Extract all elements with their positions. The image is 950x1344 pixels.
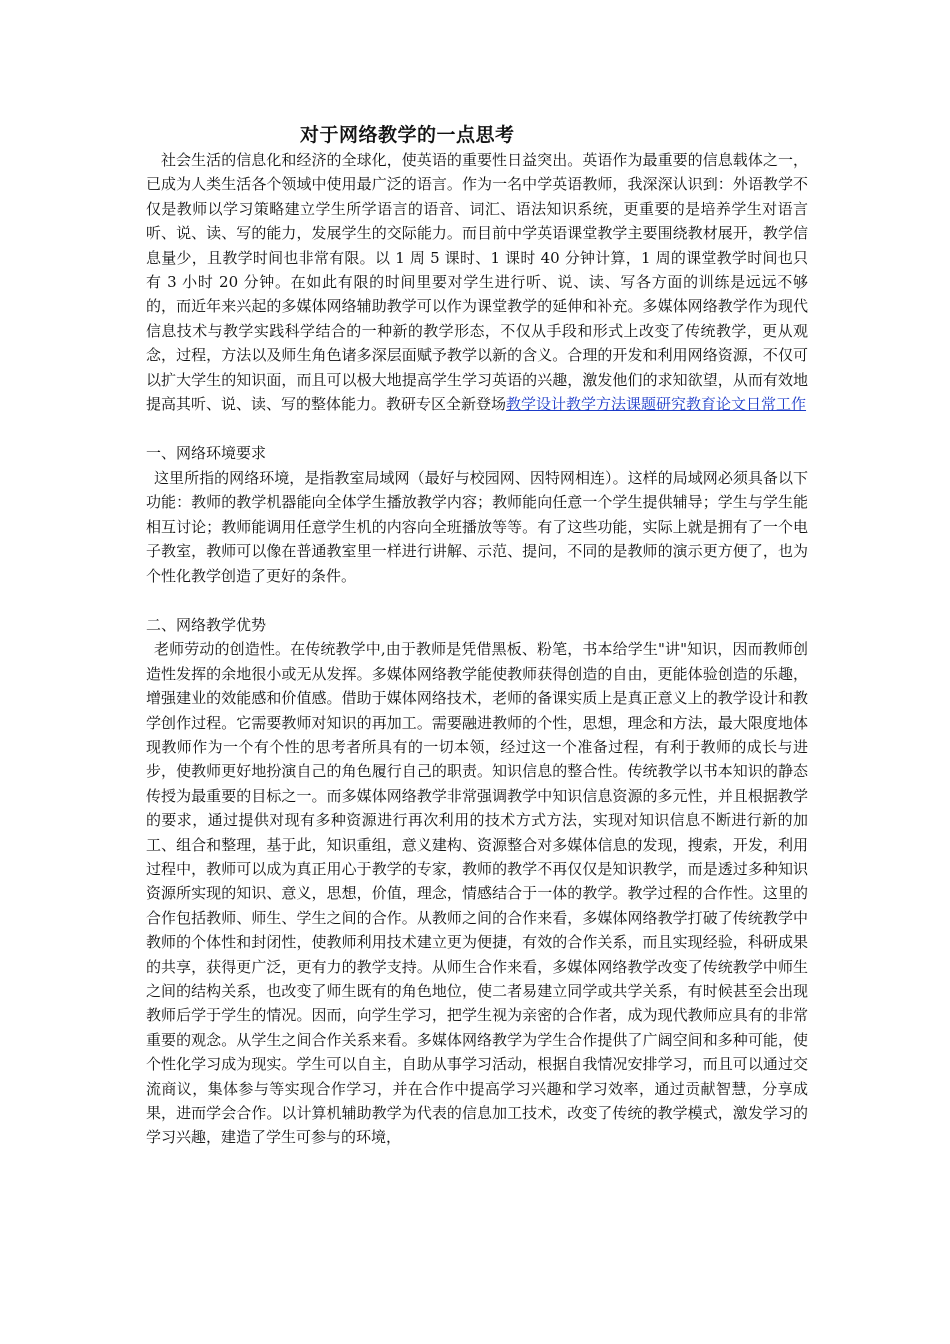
intro-paragraph bbox=[146, 148, 808, 416]
document-page bbox=[146, 122, 808, 1150]
topic-links[interactable]: 教学设计教学方法课题研究教育论文日常工作 bbox=[506, 395, 807, 414]
section-paragraph-network-advantages: 老师劳动的创造性。在传统教学中,由于教师是凭借黑板、粉笔，书本给学生"讲"知识，因而教师创造性发挥的余地很小或无从发挥。多媒体网络教学能使教师获得创造的自由，更能体验创造的乐趣，增强建业的效能感和价值感。借助于媒体网络技术，老师的备课实质上是真正意义上的教学设计和教学创作过程。它需要教师对知识的再加工。需要融进教师的个性，思想，理念和方法，最大限度地体现教师作为一个有个性的思考者所具有的一切本领，经过这一个准备过程，有利于教师的成长与进步，使教师更好地扮演自己的角色履行自己的职责。知识信息的整合性。传统教学以书本知识的静态传授为最重要的目标之一。而多媒体网络教学非常强调教学中知识信息资源的多元性，并且根据教学的要求，通过提供对现有多种资源进行再次利用的技术方式方法，实现对知识信息不断进行新的加工、组合和整理，基于此，知识重组，意义建构、资源整合对多媒体信息的发现，搜索，开发，利用过程中，教师可以成为真正用心于教学的专家，教师的教学不再仅仅是知识教学，而是透过多种知识资源所实现的知识、意义，思想，价值，理念，情感结合于一体的教学。教学过程的合作性。这里的合作包括教师、师生、学生之间的合作。从教师之间的合作来看，多媒体网络教学打破了传统教学中教师的个体性和封闭性，使教师利用技术建立更为便捷，有效的合作关系，而且实现经验，科研成果的共享，获得更广泛，更有力的教学支持。从师生合作来看，多媒体网络教学改变了传统教学中师生之间的结构关系，也改变了师生既有的角色地位，使二者易建立同学或共学关系，有时候甚至会出现教师后学于学生的情况。因而，向学生学习，把学生视为亲密的合作者，成为现代教师应具有的非常重要的观念。从学生之间合作关系来看。多媒体网络教学为学生合作提供了广阔空间和多种可能，使个性化学习成为现实。学生可以自主，自助从事学习活动，根据自我情况安排学习，而且可以通过交流商议，集体参与等实现合作学习，并在合作中提高学习兴趣和学习效率，通过贡献智慧，分享成果，进而学会合作。以计算机辅助教学为代表的信息加工技术，改变了传统的教学模式，激发学习的学习兴趣，建造了学生可参与的环境， bbox=[146, 640, 808, 1147]
intro-text: 社会生活的信息化和经济的全球化，使英语的重要性日益突出。英语作为最重要的信息载体之一，已成为人类生活各个领域中使用最广泛的语言。作为一名中学英语教师，我深深认识到：外语教学不仅是教师以学习策略建立学生所学语言的语音、词汇、语法知识系统，更重要的是培养学生对语言听、说、读、写的能力，发展学生的交际能力。而目前中学英语课堂教学主要围绕教材展开，教学信息量少，且教学时间也非常有限。以 1 周 5 课时、1 课时 40 分钟计算，1 周的课堂教学时间也只有 3 小时 20 分钟。在如此有限的时间里要对学生进行听、说、读、写各方面的训练是远远不够的，而近年来兴起的多媒体网络辅助教学可以作为课堂教学的延伸和补充。多媒体网络教学作为现代信息技术与教学实践科学结合的一种新的教学形态，不仅从手段和形式上改变了传统教学，更从观念，过程，方法以及师生角色诸多深层面赋予教学以新的含义。合理的开发和利用网络资源，不仅可以扩大学生的知识面，而且可以极大地提高学生学习英语的兴趣，激发他们的求知欲望，从而有效地提高其听、说、读、写的整体能力。教研专区全新登场 bbox=[146, 151, 808, 414]
section-paragraph-network-environment: 这里所指的网络环境，是指教室局域网（最好与校园网、因特网相连）。这样的局域网必须具备以下功能：教师的教学机器能向全体学生播放教学内容；教师能向任意一个学生提供辅导；学生与学生能相互讨论；教师能调用任意学生机的内容向全班播放等等。有了这些功能，实际上就是拥有了一个电子教室，教师可以像在普通教室里一样进行讲解、示范、提问，不同的是教师的演示更方便了，也为个性化教学创造了更好的条件。 bbox=[146, 468, 808, 585]
section-heading-network-advantages: 二、网络教学优势 bbox=[146, 615, 267, 634]
document-title: 对于网络教学的一点思考 bbox=[300, 124, 515, 146]
section-heading-network-environment: 一、网络环境要求 bbox=[146, 444, 267, 463]
